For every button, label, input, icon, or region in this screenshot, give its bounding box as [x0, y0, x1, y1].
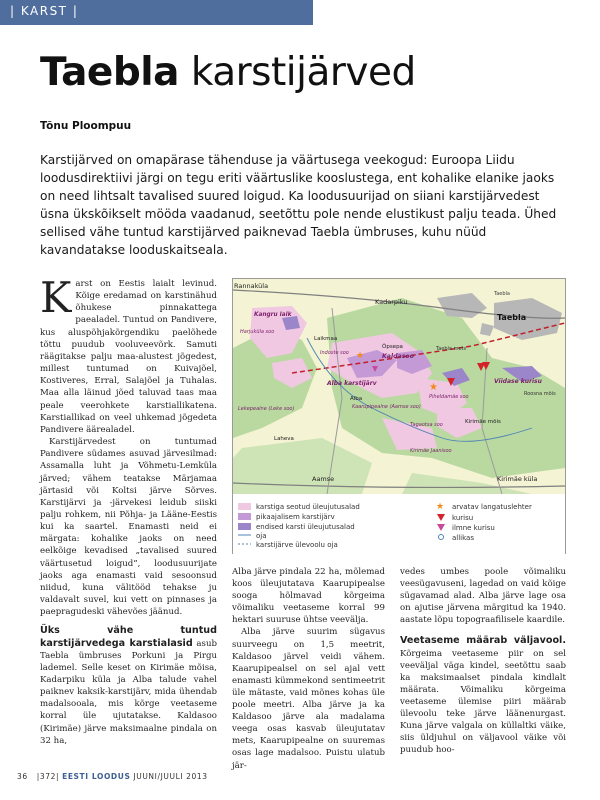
map-label: Alba	[350, 396, 363, 402]
subheading: Üks vähe tuntud karstijärvedega karstialasid	[40, 625, 217, 649]
legend-label: kurisu	[452, 514, 474, 522]
paragraph	[400, 635, 566, 756]
magazine-name: EESTI LOODUS	[62, 772, 131, 781]
legend-label: karstijärve ülevoolu oja	[256, 541, 338, 549]
paragraph-text: arst on Eestis laialt levinud. Kõige eredamad on karstinähud õhukese pinnakattega paealadel. Tuntud on Pandivere, kus aluspõhjakõrgendiku paelõhede tõttu puudub vooluveevõrk. Samuti räägitakse palju maa-alustest jõgedest, millest tuntumad on Kuivajõel, Kostiveres, Erral, Salajõel ja Tuhalas. Maa alla läinud jõed taluvad taas maa peale veerohkete karstiallikatena. Karstiallikad on veel uhkemad jõgedeta Pandivere äärealadel.	[40, 279, 217, 435]
legend-label: endised karsti üleujutusalad	[256, 523, 355, 531]
paragraph-text: asub Taebla ümbruses Porkuni ja Pirgu lademel. Selle keset on Kirimäe mõisa, Kadarpiku küla ja Alba talude vahel paiknev kaksik-karstijärv, mida ühendab madalsooala, mis kõrge veetaseme korral üle ujutatakse. Kaldasoo (Kirimäe) järve maksimaalne pindala on 32 ha,	[40, 638, 217, 746]
sinkhole-marker: ★	[429, 382, 438, 393]
legend-star-icon: ★	[436, 502, 445, 512]
legend-swatch-flood	[238, 503, 251, 510]
map-label: Indoste soo	[320, 350, 349, 356]
legend-label: allikas	[452, 534, 474, 542]
map-label: Taebla	[494, 291, 510, 297]
paragraph: vedes umbes poole võimaliku veesügavuseni, lagedad on vaid kõige sügavamad alad. Alba järve lage osa on ajutise järvena märgitud ka 1940. aastate lõpu topograafilisele kaardile.	[400, 567, 566, 626]
map-label: Aamse	[312, 475, 335, 483]
paragraph	[40, 273, 217, 436]
paragraph: Karstijärvedest on tuntumad Pandivere südames asuvad järvesilmad: Assamalla luht ja Võhmetu-Lemküla järved; vähem teatakse Märjamaa järtasid või Koltsi järve Sõrves. Karstijärvi ja -järvekesi leidub siiski palju rohkem, nii Põhja- ja Lääne-Eestis kui ka saartel. Enamasti neid ei märgata: kohalike jaoks on need eelkõige kevadised „tavalised suured väärtusetud loigud”, loodusuurijate jaoks aga enamasti vaid sesoonsud niidud, kuna välitööd tehakse ju valdavalt suvel, kui vett on pinnases ja paepragudeski vähevões jäänud.	[40, 437, 217, 618]
lead-paragraph: Karstijärved on omapärase tähenduse ja väärtusega veekogud: Euroopa Liidu loodusdirektiivi järgi on tegu eriti väärtuslike kooslustega, ent kohalike elanike jaoks on need lihtsalt tavalised suured loigud. Ka loodusuurijad on siiani karstijärvedest üsna ükskõikselt mööda vaadanud, seetõttu pole nende elustikust palju teada. Ühed sellised vähe tuntud karstijärved paiknevad Taebla ümbruses, kuhu nüüd kavandatakse looduskaitseala.	[40, 153, 557, 257]
map-label: Piheldamäe soo	[429, 394, 469, 400]
legend-label: arvatav langatuslehter	[452, 503, 532, 511]
paragraph: Alba järve suurim sügavus suurveegu on 1,5 meetrit, Kaldasoo järvel veidi vähem. Kaarupipealsel on sel ajal vett enamasti kümmekond sentimeetrit üle mätaste, vaid mõnes kohas üle poole meetri. Alba järve ja ka Kaldasoo järve ala madalama veega osas kasvab üleujutatav mets, Kaarupipealne on suuremas osas lage madalsoo. Puistu ulatub jär-	[232, 627, 385, 771]
map-label: Rannaküla	[234, 282, 269, 290]
map-label: Taebla	[497, 313, 527, 322]
map-label: Laikmaa	[314, 336, 338, 342]
text-column-1	[40, 273, 217, 747]
map-label: Kirimäe küla	[497, 475, 538, 483]
title-rest: karstijärved	[178, 50, 416, 95]
map-label: Roosna mõis	[524, 391, 556, 397]
legend-label: oja	[256, 532, 267, 540]
paragraph: Alba järve pindala 22 ha, mõlemad koos üleujutatava Kaarupipealse sooga hõlmavad kõrgeima võimaliku veetaseme korral 99 hektari suuruse ühtse veevälja.	[232, 567, 385, 626]
legend-label: karstiga seotud üleujutusalad	[256, 503, 360, 511]
map-label: Kadarpiku	[375, 298, 408, 306]
legend-swatch-former	[238, 523, 251, 530]
map-label: Kangru laik	[254, 312, 292, 318]
page-number: 36	[17, 772, 28, 781]
article-title	[40, 48, 416, 98]
map-label: Tagaotsa soo	[410, 422, 443, 428]
issue-number: |372|	[36, 772, 60, 781]
map-label: Laheva	[274, 436, 294, 442]
map-label: Kaarupipealne (Aamse soo)	[352, 404, 421, 410]
map-label: Harjuküla soo	[240, 329, 275, 335]
section-tab	[0, 0, 313, 25]
legend-label: ilmne kurisu	[452, 524, 495, 532]
text-column-2	[232, 566, 385, 772]
map-label: Lekepealne (Leke soo)	[238, 406, 295, 412]
subheading: Veetaseme määrab väljavool.	[400, 635, 566, 647]
map-label: Viidase kurisu	[494, 378, 542, 385]
page-footer	[17, 772, 208, 781]
issue-date: JUUNI/JUULI 2013	[133, 772, 208, 781]
paragraph	[40, 625, 217, 747]
karst-map	[232, 278, 566, 554]
author-name: Tõnu Ploompuu	[40, 120, 132, 132]
map-label: Kirimäe Jaanisoo	[410, 448, 452, 454]
paragraph-text: Kõrgeima veetaseme piir on sel veeväljal väga kindel, seetõttu saab ka maksimaalset pindala kindlalt määrata. Võimaliku kõrgeima veetaseme ülemise piiri määrab ülevoolu teke järve läänenurgast. Kuna järve valgala on küllaltki väike, siis üldjuhul on väljavool väike või puudub hoo-	[400, 648, 566, 756]
map-label: Kaldasoo	[382, 353, 414, 360]
map-label: Õpsepa	[382, 344, 403, 350]
text-column-3	[400, 566, 566, 756]
map-label: Alba karstijärv	[327, 380, 377, 387]
map-label: Kirimäe mõis	[465, 419, 501, 425]
legend-label: pikaajalisem karstijärv	[256, 513, 335, 521]
legend-swatch-lake	[238, 513, 251, 520]
title-bold: Taebla	[40, 50, 179, 95]
section-label: | KARST |	[10, 4, 79, 18]
drop-cap: K	[40, 273, 72, 322]
map-label: Taebla mets	[436, 346, 467, 352]
sinkhole-marker: ★	[356, 351, 365, 361]
